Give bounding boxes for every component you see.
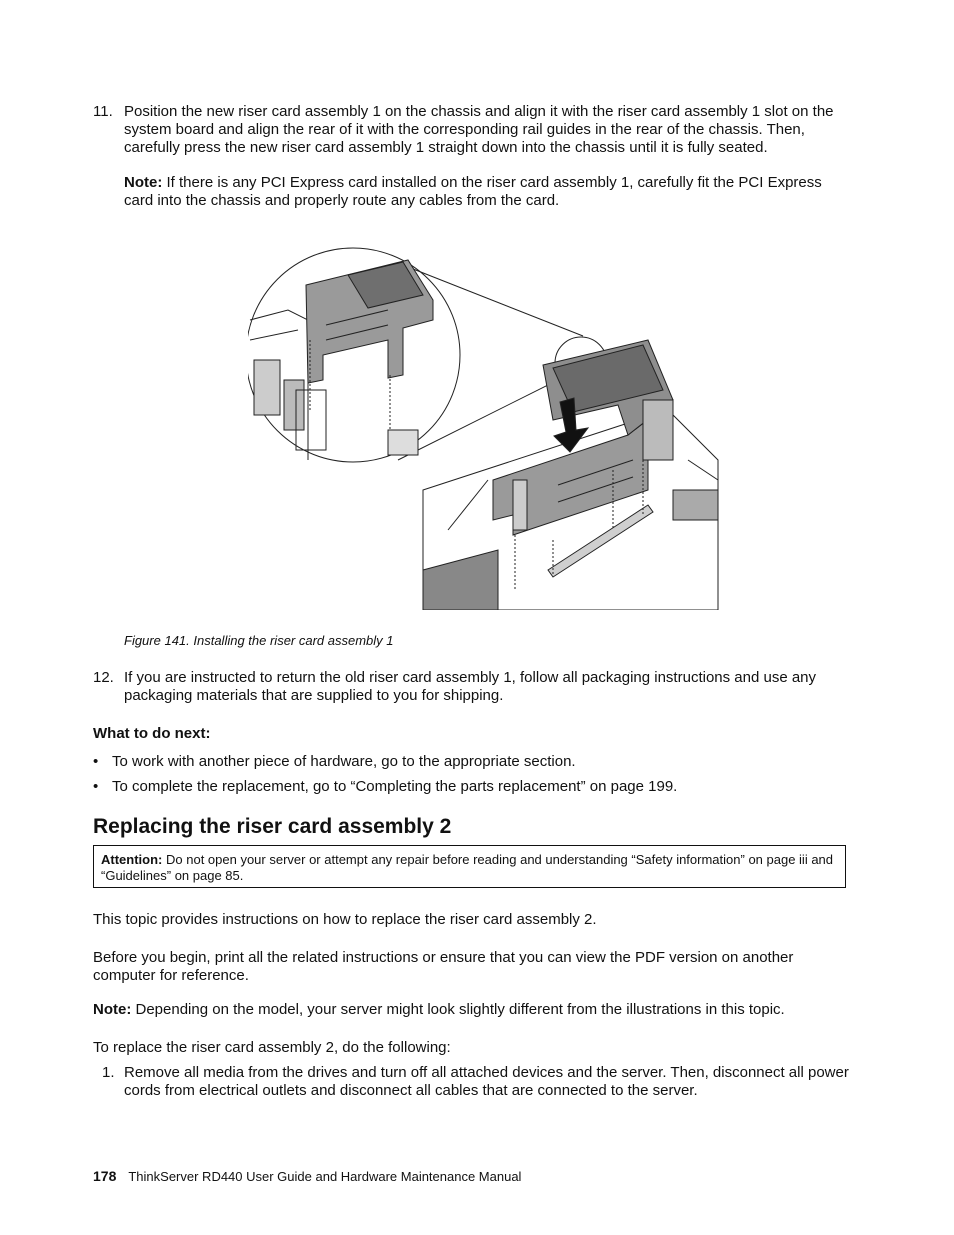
step-text: Remove all media from the drives and turn off all attached devices and the server. Then, disconnect all power cords from electrical outlets and disconnect all cables that are connected to the server.	[124, 1064, 849, 1099]
bullet-text: To complete the replacement, go to “Completing the parts replacement” on page 199.	[112, 778, 678, 795]
what-to-do-next-heading: What to do next:	[93, 725, 211, 742]
note-text: Depending on the model, your server might look slightly different from the illustrations in this topic.	[135, 1001, 785, 1018]
attention-text: Do not open your server or attempt any repair before reading and understanding “Safety information” on page iii and “Guidelines” on page 85.	[101, 852, 834, 883]
step-number: 1.	[102, 1064, 115, 1081]
step-11	[93, 103, 853, 210]
bullet-item	[93, 753, 843, 771]
page-number: 178	[93, 1168, 117, 1184]
note-paragraph	[93, 1001, 843, 1019]
bullet-dot: •	[93, 778, 99, 795]
attention-box	[93, 845, 846, 888]
note-text: If there is any PCI Express card installed on the riser card assembly 1, carefully fit the PCI Express card into the chassis and properly route any cables from the card.	[124, 174, 822, 209]
riser-card-illustration	[248, 240, 723, 610]
intro-paragraph: This topic provides instructions on how to replace the riser card assembly 2.	[93, 911, 597, 928]
bullet-text: To work with another piece of hardware, go to the appropriate section.	[112, 753, 576, 770]
bullet-item	[93, 778, 843, 796]
section-title: Replacing the riser card assembly 2	[93, 815, 452, 838]
page-footer	[93, 1167, 521, 1186]
lead-paragraph: To replace the riser card assembly 2, do the following:	[93, 1039, 451, 1056]
manual-title: ThinkServer RD440 User Guide and Hardware Maintenance Manual	[128, 1169, 522, 1184]
bullet-dot: •	[93, 753, 99, 770]
note-label: Note:	[93, 1001, 132, 1018]
figure-caption: Figure 141. Installing the riser card assembly 1	[124, 633, 394, 648]
step-text: Position the new riser card assembly 1 on the chassis and align it with the riser card assembly 1 slot on the system board and align the rear of it with the corresponding rail guides in the rear of the chassis. Then, carefully press the new riser card assembly 1 straight down into the chassis until it is fully seated.	[124, 103, 834, 156]
step-1	[102, 1064, 853, 1100]
step-number: 12.	[93, 669, 114, 686]
step-12	[93, 669, 853, 705]
step-number: 11.	[93, 103, 113, 120]
step-note	[124, 174, 853, 210]
step-text: If you are instructed to return the old riser card assembly 1, follow all packaging instructions and use any packaging materials that are supplied to you for shipping.	[124, 669, 817, 704]
note-label: Note:	[124, 174, 163, 191]
before-paragraph: Before you begin, print all the related instructions or ensure that you can view the PDF version on another computer for reference.	[93, 949, 794, 984]
attention-label: Attention:	[101, 852, 163, 867]
